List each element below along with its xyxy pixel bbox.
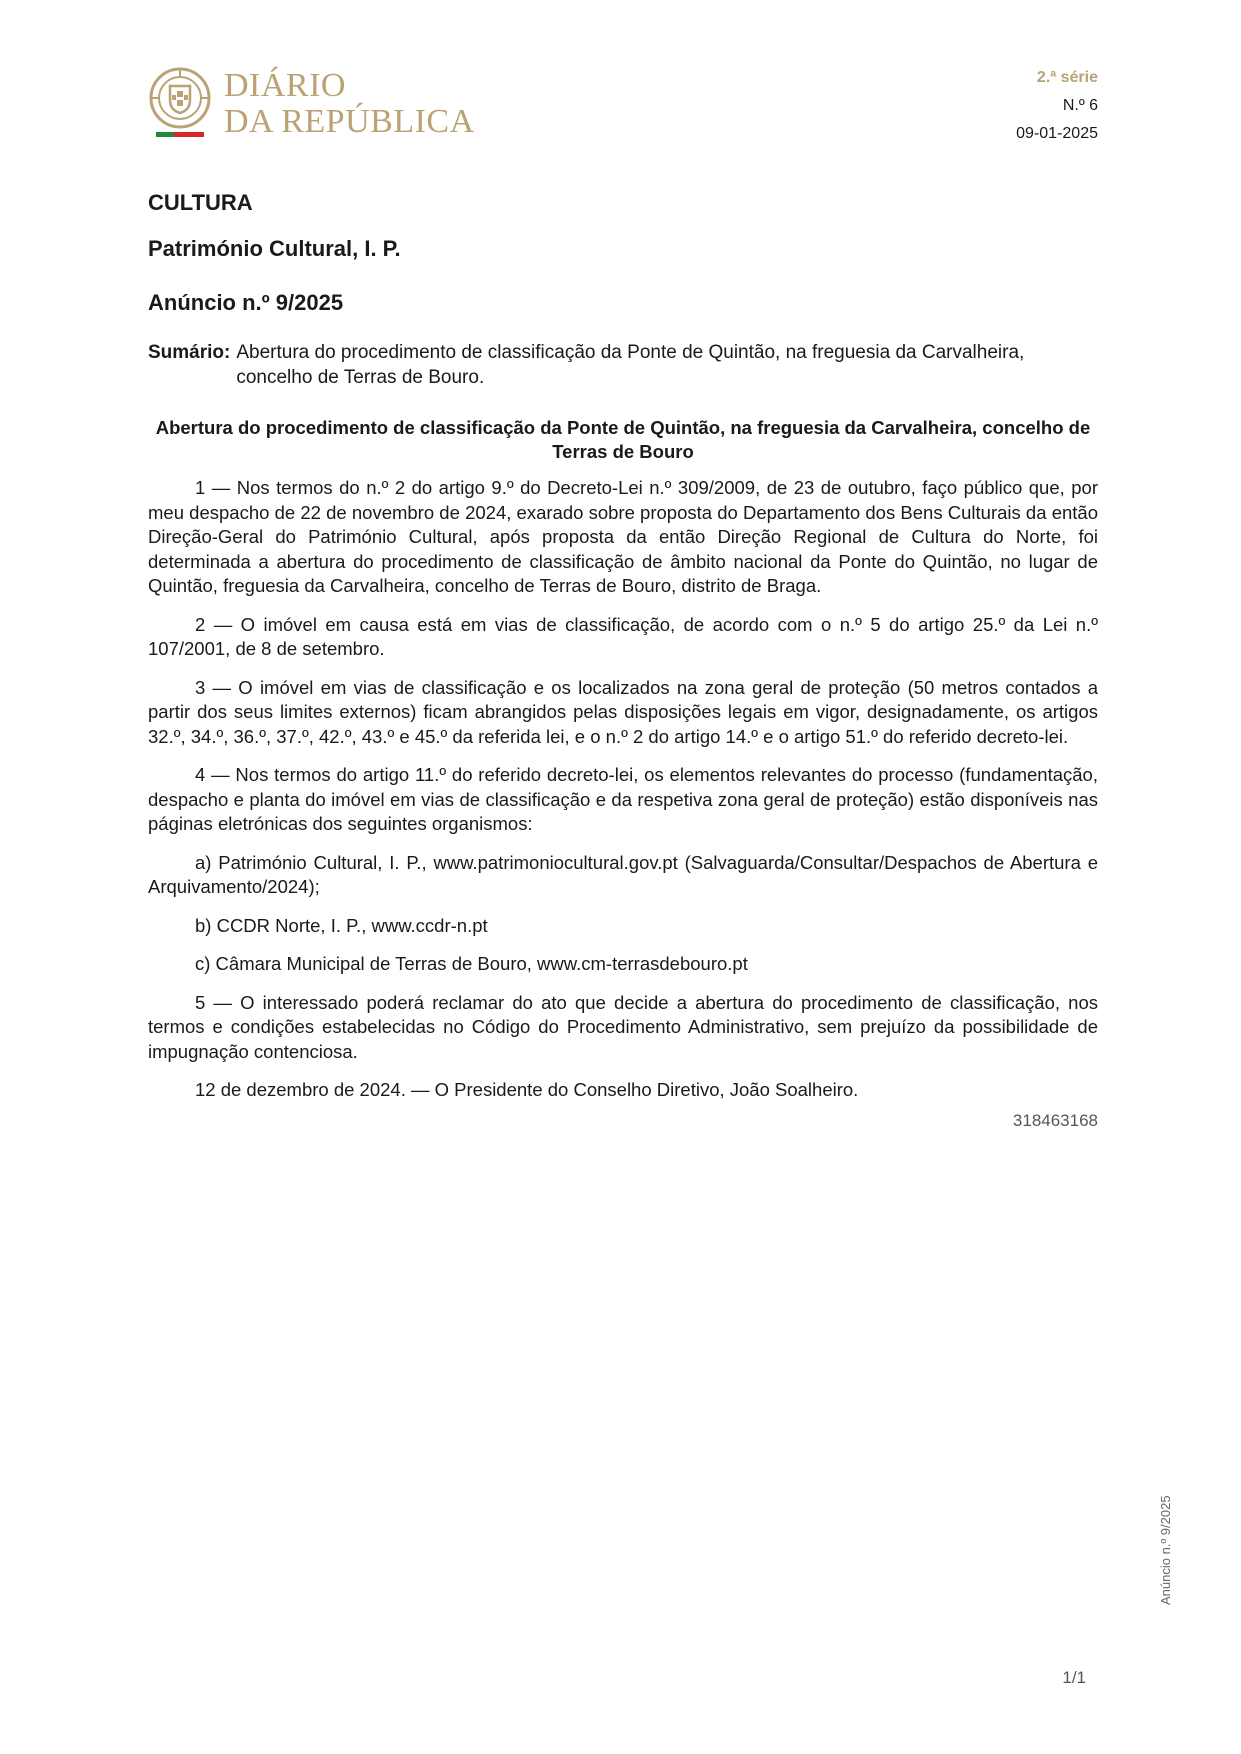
- issue-number: N.º 6: [1062, 97, 1098, 114]
- serie-label: 2.ª série: [1036, 69, 1098, 86]
- paragraph-4: 4 — Nos termos do artigo 11.º do referido decreto-lei, os elementos relevantes do processo (fundamentação, despacho e planta do imóvel em vias de classificação e da respetiva zona geral de proteção) estão disponíveis nas páginas eletrónicas dos seguintes organismos:: [148, 764, 1098, 834]
- summary: [148, 340, 1098, 390]
- list-item-a: a) Património Cultural, I. P., www.patrimoniocultural.gov.pt (Salvaguarda/Consultar/Despachos de Abertura e Arquivamento/2024);: [148, 851, 1098, 897]
- entity-name: Património Cultural, I. P.: [148, 236, 401, 261]
- list-item-b: b) CCDR Norte, I. P., www.ccdr-n.pt: [195, 914, 488, 936]
- logo-line-2: DA REPÚBLICA: [224, 103, 475, 140]
- signature-line: 12 de dezembro de 2024. — O Presidente do Conselho Diretivo, João Soalheiro.: [195, 1079, 859, 1100]
- document-heading: Abertura do procedimento de classificação da Ponte de Quintão, na freguesia da Carvalheira, concelho de Terras de Bouro: [155, 417, 1091, 462]
- logo-text: [224, 68, 475, 140]
- document-body: [148, 190, 1098, 1131]
- flag-stripe: [156, 132, 204, 137]
- page-number: 1/1: [1062, 1668, 1086, 1687]
- logo-line-1: DIÁRIO: [224, 67, 346, 104]
- coat-of-arms-icon: [148, 66, 212, 130]
- list-item-c: c) Câmara Municipal de Terras de Bouro, www.cm-terrasdebouro.pt: [195, 953, 748, 974]
- paragraph-3: 3 — O imóvel em vias de classificação e os localizados na zona geral de proteção (50 metros contados a partir dos seus limites externos) ficam abrangidos pelas disposições legais em vigor, designadamente, os artigos 32.º, 34.º, 36.º, 37.º, 42.º, 43.º e 45.º da referida lei, e o n.º 2 do artigo 14.º e o artigo 51.º do referido decreto-lei.: [148, 676, 1098, 747]
- summary-text: Abertura do procedimento de classificação da Ponte de Quintão, na freguesia da Carvalheira, concelho de Terras de Bouro.: [236, 342, 1025, 388]
- paragraph-5: 5 — O interessado poderá reclamar do ato que decide a abertura do procedimento de classificação, nos termos e condições estabelecidas no Código do Procedimento Administrativo, sem prejuízo da possibilidade de impugnação contenciosa.: [148, 991, 1098, 1062]
- summary-label: Sumário:: [148, 342, 231, 363]
- section-title: CULTURA: [148, 190, 253, 215]
- reference-number: 318463168: [1012, 1110, 1098, 1130]
- paragraph-2: 2 — O imóvel em causa está em vias de classificação, de acordo com o n.º 5 do artigo 25.º da Lei n.º 107/2001, de 8 de setembro.: [148, 613, 1098, 659]
- diario-republica-logo: [148, 66, 478, 142]
- document-title: Anúncio n.º 9/2025: [148, 290, 344, 315]
- paragraph-1: 1 — Nos termos do n.º 2 do artigo 9.º do Decreto-Lei n.º 309/2009, de 23 de outubro, faço público que, por meu despacho de 22 de novembro de 2024, exarado sobre proposta do Departamento dos Bens Culturais da então Direção-Geral do Património Cultural, após proposta da então Direção Regional de Cultura do Norte, foi determinada a abertura do procedimento de classificação de âmbito nacional da Ponte do Quintão, no lugar de Quintão, freguesia da Carvalheira, concelho de Terras de Bouro, distrito de Braga.: [148, 477, 1098, 596]
- side-label: Anúncio n.º 9/2025: [1158, 1495, 1173, 1605]
- issue-date: 09-01-2025: [1016, 125, 1098, 142]
- issue-info: [1016, 64, 1098, 148]
